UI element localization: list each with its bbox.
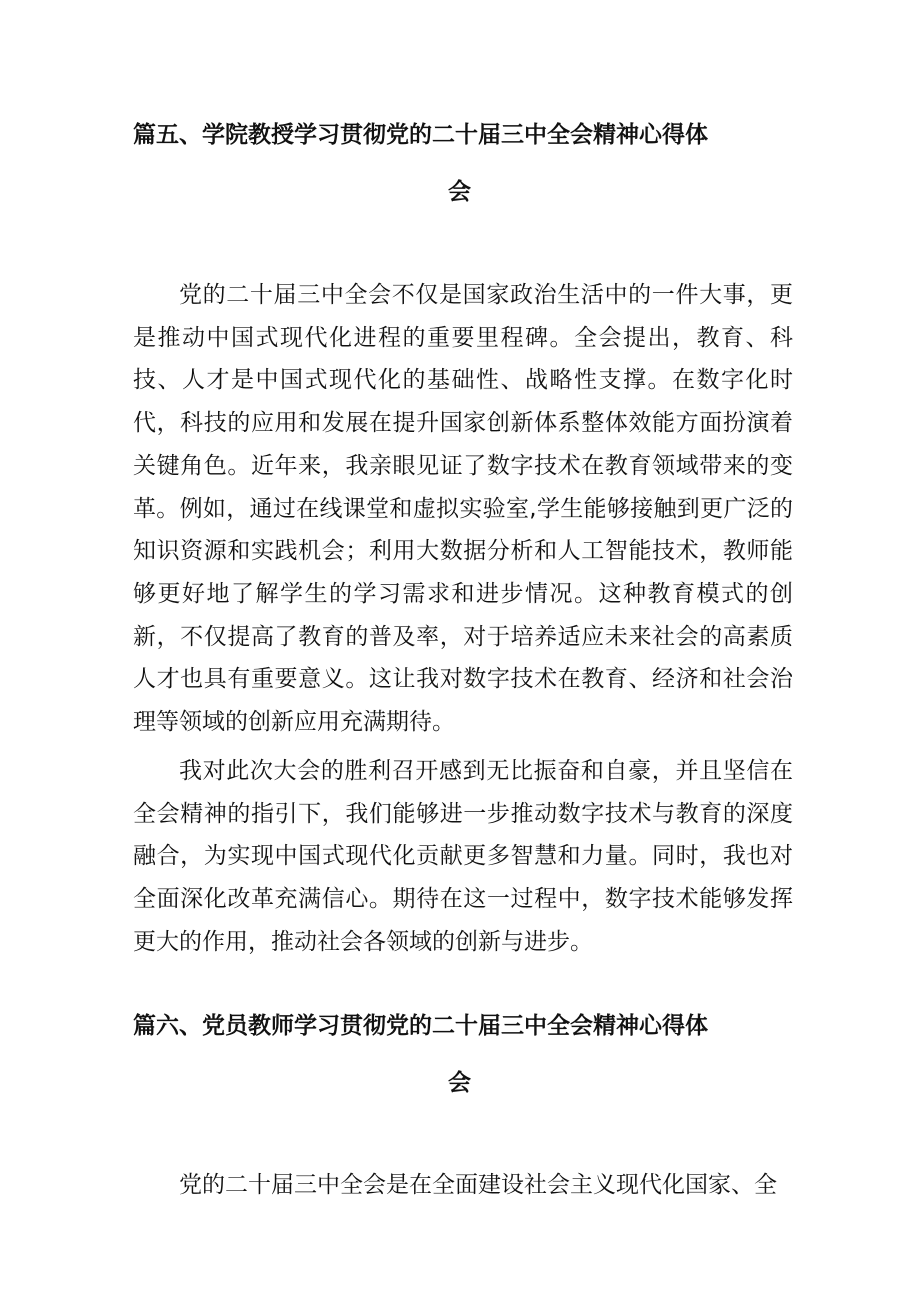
section5-title-line2: 会	[448, 179, 471, 205]
section6-paragraph-1: 党的二十届三中全会是在全面建设社会主义现代化国家、全	[179, 1172, 777, 1198]
section5-paragraph-1: 党的二十届三中全会不仅是国家政治生活中的一件大事，更是推动中国式现代化进程的重要里程碑。全会提出，教育、科技、人才是中国式现代化的基础性、战略性支撑。在数字化时代，科技的应用和发展在提升国家创新体系整体效能方面扮演着关键角色。近年来，我亲眼见证了数字技术在教育领域带来的变革。例如，通过在线课堂和虚拟实验室,学生能够接触到更广泛的知识资源和实践机会；利用大数据分析和人工智能技术，教师能够更好地了解学生的学习需求和进步情况。这种教育模式的创新，不仅提高了教育的普及率，对于培养适应未来社会的高素质人才也具有重要意义。这让我对数字技术在教育、经济和社会治理等领域的创新应用充满期待。	[133, 282, 793, 736]
section5-title-line1: 篇五、学院教授学习贯彻党的二十届三中全会精神心得体	[133, 122, 708, 148]
section6-title-line2: 会	[448, 1070, 471, 1096]
section6-title-line1: 篇六、党员教师学习贯彻党的二十届三中全会精神心得体	[133, 1013, 708, 1039]
section5-paragraph-2: 我对此次大会的胜利召开感到无比振奋和自豪，并且坚信在全会精神的指引下，我们能够进一步推动数字技术与教育的深度融合，为实现中国式现代化贡献更多智慧和力量。同时，我也对全面深化改革充满信心。期待在这一过程中，数字技术能够发挥更大的作用，推动社会各领域的创新与进步。	[133, 758, 793, 955]
